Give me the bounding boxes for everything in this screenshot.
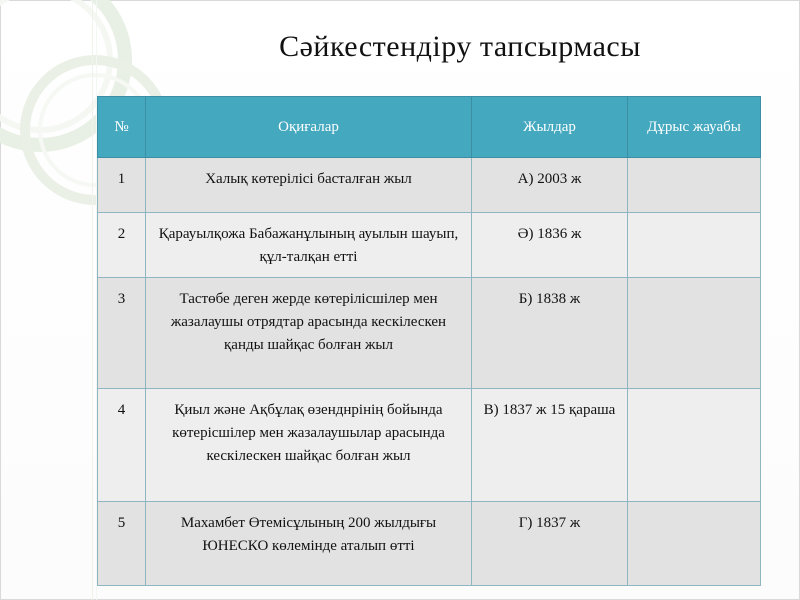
table-row bbox=[98, 158, 761, 213]
event-cell: Қарауылқожа Бабажанұлының ауылын шауып, құл-талқан етті bbox=[146, 213, 472, 278]
table-row bbox=[98, 278, 761, 389]
year-cell: Ә) 1836 ж bbox=[472, 213, 628, 278]
row-number: 2 bbox=[98, 213, 146, 278]
answer-cell[interactable] bbox=[628, 158, 761, 213]
year-cell: А) 2003 ж bbox=[472, 158, 628, 213]
matching-table bbox=[97, 96, 761, 586]
year-cell: В) 1837 ж 15 қараша bbox=[472, 389, 628, 502]
year-cell: Г) 1837 ж bbox=[472, 502, 628, 586]
row-number: 5 bbox=[98, 502, 146, 586]
table-row bbox=[98, 213, 761, 278]
table-header-row bbox=[98, 97, 761, 158]
decorative-line bbox=[92, 0, 93, 600]
event-cell: Махамбет Өтемісұлының 200 жылдығы ЮНЕСКО көлемінде аталып өтті bbox=[146, 502, 472, 586]
header-number: № bbox=[98, 97, 146, 158]
header-correct-answer: Дұрыс жауабы bbox=[628, 97, 761, 158]
table-row bbox=[98, 389, 761, 502]
answer-cell[interactable] bbox=[628, 502, 761, 586]
event-cell: Тастөбе деген жерде көтерілісшілер мен жазалаушы отрядтар арасында кескілескен қанды шайқас болған жыл bbox=[146, 278, 472, 389]
row-number: 1 bbox=[98, 158, 146, 213]
header-events: Оқиғалар bbox=[146, 97, 472, 158]
row-number: 3 bbox=[98, 278, 146, 389]
header-years: Жылдар bbox=[472, 97, 628, 158]
answer-cell[interactable] bbox=[628, 389, 761, 502]
row-number: 4 bbox=[98, 389, 146, 502]
answer-cell[interactable] bbox=[628, 213, 761, 278]
slide-title: Сәйкестендіру тапсырмасы bbox=[279, 30, 641, 63]
table-row bbox=[98, 502, 761, 586]
year-cell: Б) 1838 ж bbox=[472, 278, 628, 389]
event-cell: Халық көтерілісі басталған жыл bbox=[146, 158, 472, 213]
event-cell: Қиыл және Ақбұлақ өзенднрінің бойында көтерісшілер мен жазалаушылар арасында кескілескен шайқас болған жыл bbox=[146, 389, 472, 502]
answer-cell[interactable] bbox=[628, 278, 761, 389]
